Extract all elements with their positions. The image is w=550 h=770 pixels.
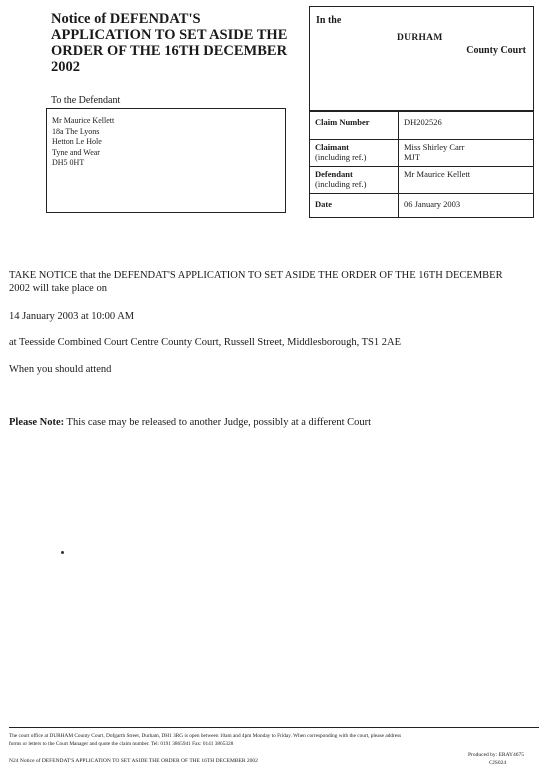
court-box	[309, 6, 534, 111]
form-code: CJS024	[489, 760, 507, 766]
date-row	[310, 194, 534, 218]
take-notice-paragraph: TAKE NOTICE that the DEFENDAT'S APPLICATION TO SET ASIDE THE ORDER OF THE 16TH DECEMBER 2002 will take place on	[9, 270, 503, 294]
defendant-label-cell	[310, 167, 399, 194]
claim-number-value: DH202526	[399, 112, 534, 140]
defendant-row	[310, 167, 534, 194]
attend-instruction: When you should attend	[9, 364, 112, 375]
claim-info-table	[309, 111, 534, 218]
notice-title: Notice of DEFENDAT'S APPLICATION TO SET ASIDE THE ORDER OF THE 16TH DECEMBER 2002	[51, 11, 288, 75]
footer-court-office-line1: The court office at DURHAM County Court, Dofgarth Street, Durham, DH1 3RG is open between 10am and 4pm Monday to Friday. When corresponding with the court, please address	[9, 733, 402, 739]
address-line1: 18a The Lyons	[52, 126, 100, 136]
court-name: DURHAM	[397, 33, 443, 43]
hearing-datetime: 14 January 2003 at 10:00 AM	[9, 311, 135, 322]
to-defendant-label: To the Defendant	[51, 95, 121, 106]
court-type: County Court	[466, 45, 526, 56]
claimant-label: Claimant	[315, 142, 349, 152]
footer-court-office-line2: forms or letters to the Court Manager and quote the claim number. Tel: 0191 3865941 Fax: 0141 3865328	[9, 741, 234, 747]
address-line3: Tyne and Wear	[52, 147, 100, 157]
claimant-value-cell	[399, 140, 534, 167]
date-label: Date	[310, 194, 399, 218]
form-reference: N24 Notice of DEFENDAT'S APPLICATION TO SET ASIDE THE ORDER OF THE 16TH DECEMBER 2002	[9, 758, 258, 764]
address-name: Mr Maurice Kellett	[52, 116, 115, 125]
date-value: 06 January 2003	[399, 194, 534, 218]
address-line2: Hetton Le Hole	[52, 137, 102, 146]
defendant-label: Defendant	[315, 169, 353, 179]
defendant-value: Mr Maurice Kellett	[399, 167, 534, 194]
address-postcode: DH5 0HT	[52, 158, 85, 167]
court-in-the-label: In the	[316, 15, 342, 26]
claimant-label-cell	[310, 140, 399, 167]
claimant-ref: MJT	[404, 152, 421, 162]
claimant-name: Miss Shirley Carr	[404, 142, 465, 152]
hearing-venue: at Teesside Combined Court Centre County Court, Russell Street, Middlesborough, TS1 2AE	[9, 337, 402, 348]
please-note-label: Please Note:	[9, 417, 65, 428]
defendant-sub-label: (including ref.)	[315, 179, 367, 189]
defendant-address-box	[46, 108, 286, 213]
claimant-sub-label: (including ref.)	[315, 152, 367, 162]
claim-number-row	[310, 112, 534, 140]
claim-number-label: Claim Number	[310, 112, 399, 140]
produced-by: Produced by: ERAY4675	[468, 752, 525, 758]
footer-divider	[9, 727, 539, 728]
please-note-text: This case may be released to another Judge, possibly at a different Court	[66, 417, 372, 428]
stray-mark	[61, 551, 64, 554]
please-note	[9, 416, 371, 429]
claimant-row	[310, 140, 534, 167]
